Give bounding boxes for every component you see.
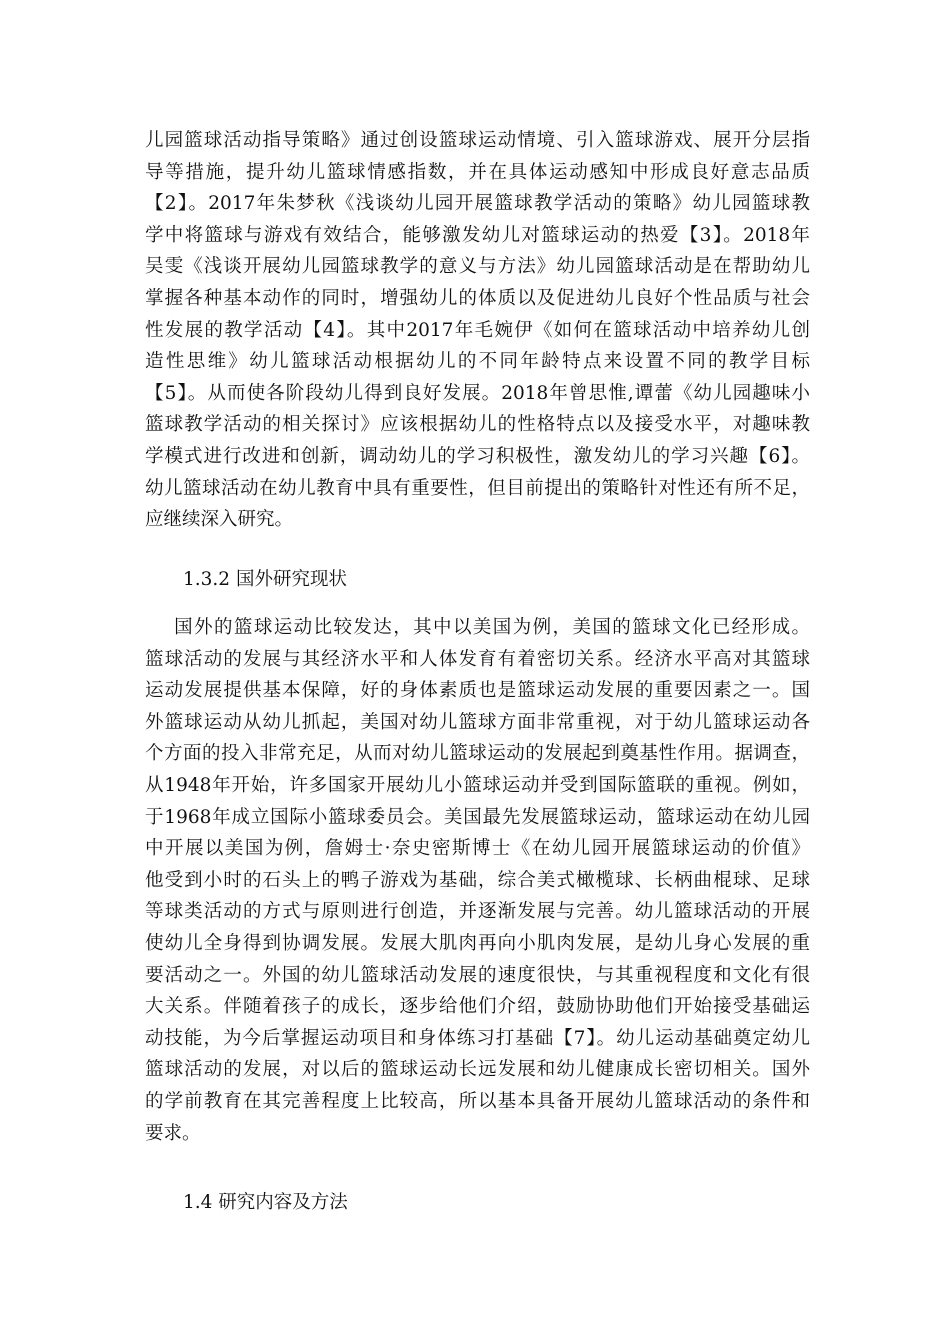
text-line: 从1948年开始，许多国家开展幼儿小篮球运动并受到国际篮联的重视。例如， bbox=[145, 774, 810, 796]
text-line: 等球类活动的方式与原则进行创造，并逐渐发展与完善。幼儿篮球活动的开展 bbox=[145, 901, 810, 923]
paragraph-foreign-research bbox=[145, 612, 810, 1149]
text-line: 个方面的投入非常充足，从而对幼儿篮球运动的发展起到奠基性作用。据调查， bbox=[145, 743, 810, 765]
text-line: 外篮球运动从幼儿抓起，美国对幼儿篮球方面非常重视，对于幼儿篮球运动各 bbox=[145, 711, 810, 733]
text-line: 篮球活动的发展，对以后的篮球运动长远发展和幼儿健康成长密切相关。国外 bbox=[145, 1059, 810, 1081]
text-line: 运动发展提供基本保障，好的身体素质也是篮球运动发展的重要因素之一。国 bbox=[145, 680, 810, 702]
text-line: 【5】。从而使各阶段幼儿得到良好发展。2018年曾思惟,谭蕾《幼儿园趣味小 bbox=[145, 382, 810, 404]
text-line: 掌握各种基本动作的同时，增强幼儿的体质以及促进幼儿良好个性品质与社会 bbox=[145, 287, 810, 309]
text-line: 幼儿篮球活动在幼儿教育中具有重要性，但目前提出的策略针对性还有所不足， bbox=[145, 477, 810, 499]
text-line: 的学前教育在其完善程度上比较高，所以基本具备开展幼儿篮球活动的条件和 bbox=[145, 1090, 810, 1112]
text-line: 动技能，为今后掌握运动项目和身体练习打基础【7】。幼儿运动基础奠定幼儿 bbox=[145, 1027, 810, 1049]
text-line: 要求。 bbox=[145, 1122, 201, 1144]
text-line: 性发展的教学活动【4】。其中2017年毛婉伊《如何在篮球活动中培养幼儿创 bbox=[145, 319, 810, 341]
text-line: 篮球教学活动的相关探讨》应该根据幼儿的性格特点以及接受水平，对趣味教 bbox=[145, 414, 810, 436]
text-line: 应继续深入研究。 bbox=[145, 509, 294, 531]
text-line: 学模式进行改进和创新，调动幼儿的学习积极性，激发幼儿的学习兴趣【6】。 bbox=[145, 445, 810, 467]
text-line: 造性思维》幼儿篮球活动根据幼儿的不同年龄特点来设置不同的教学目标 bbox=[145, 351, 810, 373]
text-line: 他受到小时的石头上的鸭子游戏为基础，综合美式橄榄球、长柄曲棍球、足球 bbox=[145, 869, 810, 891]
text-line: 儿园篮球活动指导策略》通过创设篮球运动情境、引入篮球游戏、展开分层指 bbox=[145, 130, 810, 151]
text-line: 国外的篮球运动比较发达，其中以美国为例，美国的篮球文化已经形成。 bbox=[145, 617, 810, 638]
text-line: 使幼儿全身得到协调发展。发展大肌肉再向小肌肉发展，是幼儿身心发展的重 bbox=[145, 932, 810, 954]
section-heading-1-3-2: 1.3.2 国外研究现状 bbox=[183, 569, 347, 590]
text-line: 【2】。2017年朱梦秋《浅谈幼儿园开展篮球教学活动的策略》幼儿园篮球教 bbox=[145, 193, 810, 215]
text-line: 要活动之一。外国的幼儿篮球活动发展的速度很快，与其重视程度和文化有很 bbox=[145, 964, 810, 986]
section-heading-1-4: 1.4 研究内容及方法 bbox=[183, 1192, 348, 1213]
text-line: 篮球活动的发展与其经济水平和人体发育有着密切关系。经济水平高对其篮球 bbox=[145, 648, 810, 670]
text-line: 大关系。伴随着孩子的成长，逐步给他们介绍，鼓励协助他们开始接受基础运 bbox=[145, 996, 810, 1018]
text-line: 于1968年成立国际小篮球委员会。美国最先发展篮球运动，篮球运动在幼儿园 bbox=[145, 806, 810, 828]
text-line: 中开展以美国为例，詹姆士·奈史密斯博士《在幼儿园开展篮球运动的价值》 bbox=[145, 838, 810, 860]
text-line: 吴雯《浅谈开展幼儿园篮球教学的意义与方法》幼儿园篮球活动是在帮助幼儿 bbox=[145, 256, 810, 278]
text-line: 导等措施，提升幼儿篮球情感指数，并在具体运动感知中形成良好意志品质 bbox=[145, 161, 810, 183]
text-line: 学中将篮球与游戏有效结合，能够激发幼儿对篮球运动的热爱【3】。2018年 bbox=[145, 224, 810, 246]
paragraph-domestic-research-continued bbox=[145, 125, 810, 536]
